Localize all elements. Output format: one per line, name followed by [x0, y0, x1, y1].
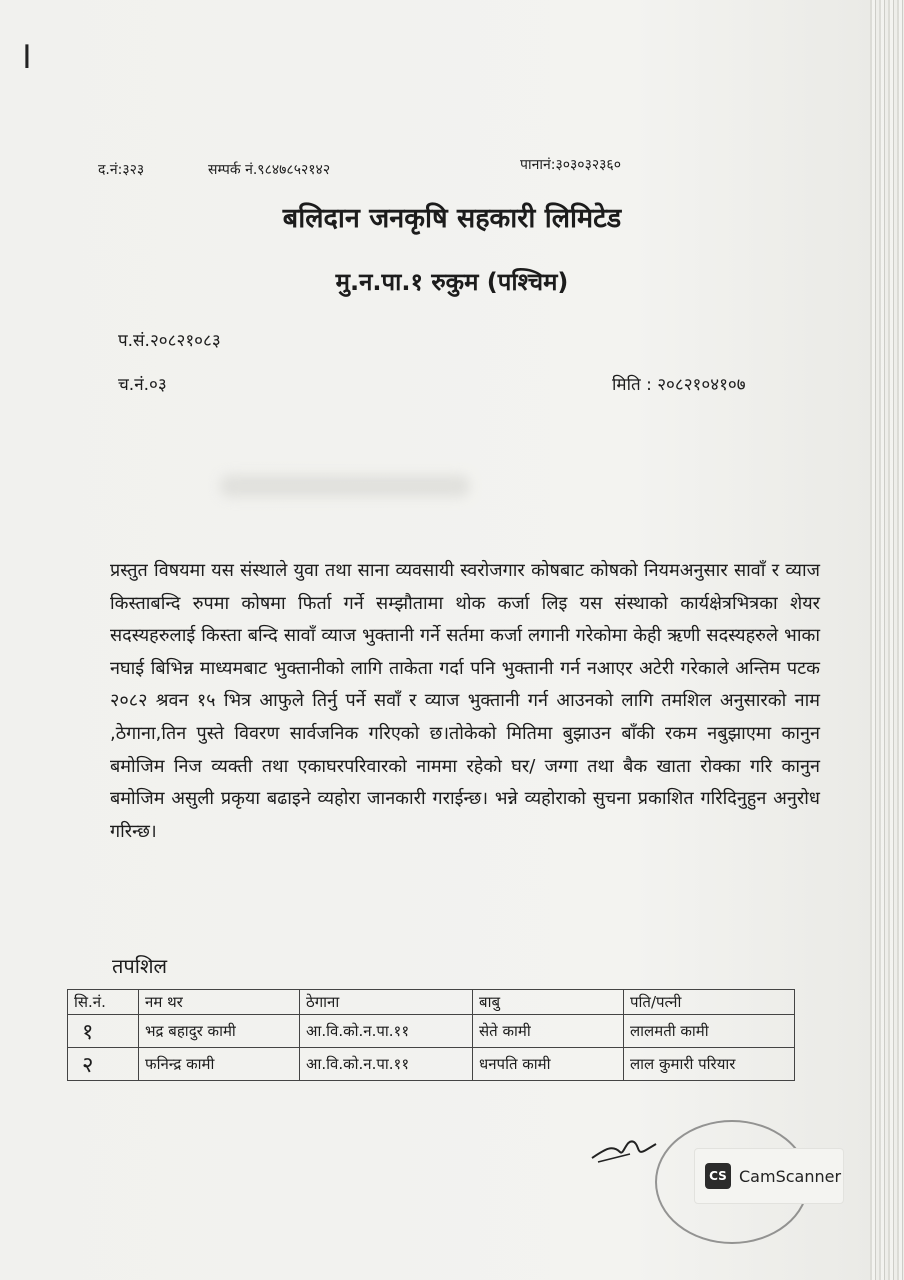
redacted-subject — [220, 475, 470, 497]
organization-address: मु.न.पा.१ रुकुम (पश्चिम) — [335, 268, 569, 296]
cell-spouse: लालमती कामी — [624, 1015, 795, 1048]
margin-mark: । — [18, 33, 33, 77]
paper-stack-edge — [870, 0, 904, 1280]
darta-number: द.नं:३२३ — [98, 162, 145, 178]
cell-name: फनिन्द्र कामी — [139, 1048, 300, 1081]
cell-address: आ.वि.को.न.पा.११ — [300, 1048, 473, 1081]
cell-address: आ.वि.को.न.पा.११ — [300, 1015, 473, 1048]
camscanner-watermark — [694, 1148, 844, 1204]
cell-father: सेते कामी — [473, 1015, 624, 1048]
header-father: बाबु — [473, 990, 624, 1015]
tapashil-heading: तपशिल — [112, 954, 168, 978]
header-address: ठेगाना — [300, 990, 473, 1015]
camscanner-label: CamScanner — [739, 1166, 842, 1186]
header-serial: सि.नं. — [68, 990, 139, 1015]
cell-spouse: लाल कुमारी परियार — [624, 1048, 795, 1081]
pan-number: पानानं:३०३०३२३६० — [520, 157, 621, 173]
table-header-row — [68, 990, 795, 1015]
signature — [590, 1128, 660, 1168]
defaulters-table — [67, 989, 795, 1081]
table-row — [68, 1048, 795, 1081]
notice-paragraph: प्रस्तुत विषयमा यस संस्थाले युवा तथा साना व्यवसायी स्वरोजगार कोषबाट कोषको नियमअनुसार सावाँ र व्याज किस्ताबन्दि रुपमा कोषमा फिर्ता गर्ने सम्झौतामा थोक कर्जा लिइ यस संस्थाको कार्यक्षेत्रभित्रका शेयर सदस्यहरुलाई किस्ता बन्दि सावाँ व्याज भुक्तानी गर्ने सर्तमा कर्जा लगानी गरेकोमा केही ऋणी सदस्यहरुले भाका नघाई बिभिन्न माध्यमबाट भुक्तानीको लागि ताकेता गर्दा पनि भुक्तानी गर्न नआएर अटेरी गरेकाले अन्तिम पटक २०८२ श्रवन १५ भित्र आफुले तिर्नु पर्ने सवाँ र व्याज भुक्तानी गर्न आउनको लागि तमशिल अनुसारको नाम ,ठेगाना,तिन पुस्ते विवरण सार्वजनिक गरिएको छ।तोकेको मितिमा बुझाउन बाँकी रकम नबुझाएमा कानुन बमोजिम निज व्यक्ती तथा एकाघरपरिवारको नाममा रहेको घर/ जग्गा तथा बैक खाता रोक्का गरि कानुन बमोजिम असुली प्रकृया बढाइने व्यहोरा जानकारी गराईन्छ। भन्ने व्यहोराको सुचना प्रकाशित गरिदिनुहुन अनुरोध गरिन्छ। — [110, 560, 820, 842]
letter-date: मिति : २०८२१०४१०७ — [612, 375, 746, 395]
cell-serial: २ — [68, 1048, 139, 1081]
cell-serial: १ — [68, 1015, 139, 1048]
contact-number: सम्पर्क नं.९८४७८५२१४२ — [208, 162, 331, 178]
camscanner-icon: CS — [705, 1163, 731, 1189]
cell-name: भद्र बहादुर कामी — [139, 1015, 300, 1048]
table-row — [68, 1015, 795, 1048]
header-name: नम थर — [139, 990, 300, 1015]
patra-sankhya: प.सं.२०८२१०८३ — [118, 331, 221, 351]
chalani-number: च.नं.०३ — [118, 375, 167, 395]
organization-name: बलिदान जनकृषि सहकारी लिमिटेड — [282, 203, 622, 234]
header-spouse: पति/पत्नी — [624, 990, 795, 1015]
cell-father: धनपति कामी — [473, 1048, 624, 1081]
